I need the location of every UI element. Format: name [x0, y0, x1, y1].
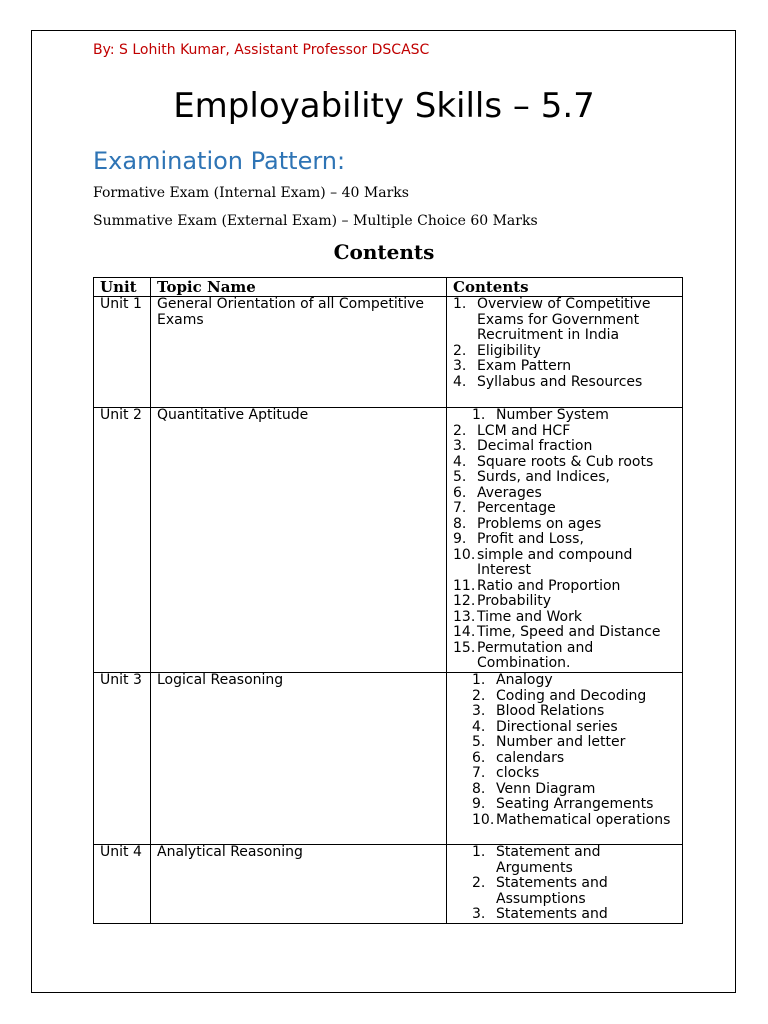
list-item [472, 766, 676, 782]
list-item [453, 517, 676, 533]
syllabus-table [93, 277, 683, 924]
list-item [453, 439, 676, 455]
list-item [472, 735, 676, 751]
list-item [453, 408, 676, 424]
list-item [453, 548, 676, 579]
item-number: 2. [472, 687, 486, 704]
list-item [453, 610, 676, 626]
unit-cell: Unit 4 [94, 845, 151, 924]
item-text: Venn Diagram [496, 780, 596, 797]
item-number: 7. [453, 500, 467, 516]
contents-cell [447, 673, 683, 845]
item-text: Percentage [477, 500, 556, 516]
item-number: 6. [453, 484, 467, 501]
item-number: 3. [453, 438, 467, 454]
item-text: Eligibility [477, 342, 541, 359]
summative-exam-line: Summative Exam (External Exam) – Multiple Choice 60 Marks [93, 213, 538, 229]
item-number: 1. [472, 672, 486, 688]
list-item [472, 704, 676, 720]
item-text: simple and compound Interest [477, 546, 633, 578]
item-number: 7. [472, 765, 486, 781]
item-number: 1. [453, 296, 467, 312]
topic-cell: General Orientation of all Competitive Exams [151, 297, 447, 408]
item-number: 14. [453, 624, 476, 640]
topic-cell: Analytical Reasoning [151, 845, 447, 924]
list-item [472, 876, 676, 907]
unit-cell: Unit 3 [94, 673, 151, 845]
list-item [472, 720, 676, 736]
item-text: Exam Pattern [477, 358, 572, 374]
item-number: 4. [453, 373, 467, 390]
header-unit: Unit [94, 278, 151, 297]
list-item [453, 486, 676, 502]
contents-list [453, 297, 676, 390]
item-text: Directional series [496, 718, 618, 735]
list-item [453, 579, 676, 595]
item-text: Surds, and Indices, [477, 469, 610, 485]
list-item [472, 782, 676, 798]
item-number: 4. [453, 453, 467, 470]
item-text: Decimal fraction [477, 438, 593, 454]
item-number: 9. [472, 796, 486, 812]
item-number: 11. [453, 577, 476, 594]
list-item [453, 424, 676, 440]
item-text: Problems on ages [477, 515, 602, 532]
unit-cell: Unit 1 [94, 297, 151, 408]
item-text: Time and Work [477, 608, 582, 625]
topic-cell: Quantitative Aptitude [151, 408, 447, 673]
item-number: 1. [472, 407, 486, 423]
list-item [472, 797, 676, 813]
table-row [94, 408, 683, 673]
item-number: 6. [472, 749, 486, 766]
item-text: Profit and Loss, [477, 531, 584, 547]
exam-pattern-heading: Examination Pattern: [93, 147, 346, 175]
table-row [94, 673, 683, 845]
list-item [472, 813, 676, 829]
contents-list [453, 845, 676, 923]
item-text: Mathematical operations [496, 811, 671, 828]
unit-cell: Unit 2 [94, 408, 151, 673]
item-text: Averages [477, 484, 542, 501]
table-row [94, 297, 683, 408]
contents-cell [447, 408, 683, 673]
item-text: Number System [496, 407, 609, 423]
item-text: Square roots & Cub roots [477, 453, 654, 470]
item-text: Overview of Competitive Exams for Government Recruitment in India [477, 296, 651, 343]
item-number: 2. [453, 342, 467, 359]
item-number: 12. [453, 593, 476, 609]
header-topic-name: Topic Name [151, 278, 447, 297]
list-item [453, 470, 676, 486]
item-text: Permutation and Combination. [477, 639, 594, 671]
list-item [453, 625, 676, 641]
header-contents: Contents [447, 278, 683, 297]
document-title: Employability Skills – 5.7 [173, 86, 595, 126]
contents-cell [447, 845, 683, 924]
item-text: Ratio and Proportion [477, 577, 621, 594]
author-line: By: S Lohith Kumar, Assistant Professor DSCASC [93, 42, 430, 58]
list-item [472, 845, 676, 876]
list-item [453, 455, 676, 471]
item-text: Number and letter [496, 734, 626, 750]
list-item [453, 532, 676, 548]
item-text: Blood Relations [496, 703, 605, 719]
item-number: 10. [472, 811, 495, 828]
item-text: Coding and Decoding [496, 687, 647, 704]
item-text: Statements and [496, 906, 608, 922]
item-text: LCM and HCF [477, 422, 571, 439]
formative-exam-line: Formative Exam (Internal Exam) – 40 Marks [93, 185, 409, 201]
item-number: 9. [453, 531, 467, 547]
table-header-row [94, 278, 683, 297]
list-item [453, 641, 676, 672]
item-number: 3. [472, 906, 486, 922]
contents-list [453, 673, 676, 828]
list-item [453, 375, 676, 391]
item-number: 8. [453, 515, 467, 532]
item-text: Statement and Arguments [496, 844, 601, 876]
list-item [472, 751, 676, 767]
list-item [472, 907, 676, 923]
item-text: Analogy [496, 672, 553, 688]
item-number: 1. [472, 844, 486, 860]
item-number: 2. [453, 422, 467, 439]
contents-list [453, 408, 676, 672]
item-text: calendars [496, 749, 565, 766]
item-number: 15. [453, 639, 476, 656]
item-number: 3. [472, 703, 486, 719]
item-number: 5. [472, 734, 486, 750]
table-row [94, 845, 683, 924]
item-number: 5. [453, 469, 467, 485]
list-item [453, 594, 676, 610]
item-text: Seating Arrangements [496, 796, 654, 812]
list-item [453, 359, 676, 375]
item-text: clocks [496, 765, 540, 781]
item-text: Syllabus and Resources [477, 373, 643, 390]
contents-cell [447, 297, 683, 408]
item-number: 10. [453, 546, 476, 563]
item-number: 4. [472, 718, 486, 735]
item-text: Statements and Assumptions [496, 875, 608, 907]
list-item [472, 673, 676, 689]
item-number: 13. [453, 608, 476, 625]
item-text: Time, Speed and Distance [477, 624, 661, 640]
list-item [453, 344, 676, 360]
topic-cell: Logical Reasoning [151, 673, 447, 845]
list-item [453, 297, 676, 344]
item-number: 8. [472, 780, 486, 797]
contents-heading: Contents [333, 240, 435, 264]
list-item [453, 501, 676, 517]
item-number: 3. [453, 358, 467, 374]
list-item [472, 689, 676, 705]
item-text: Probability [477, 593, 552, 609]
item-number: 2. [472, 875, 486, 891]
